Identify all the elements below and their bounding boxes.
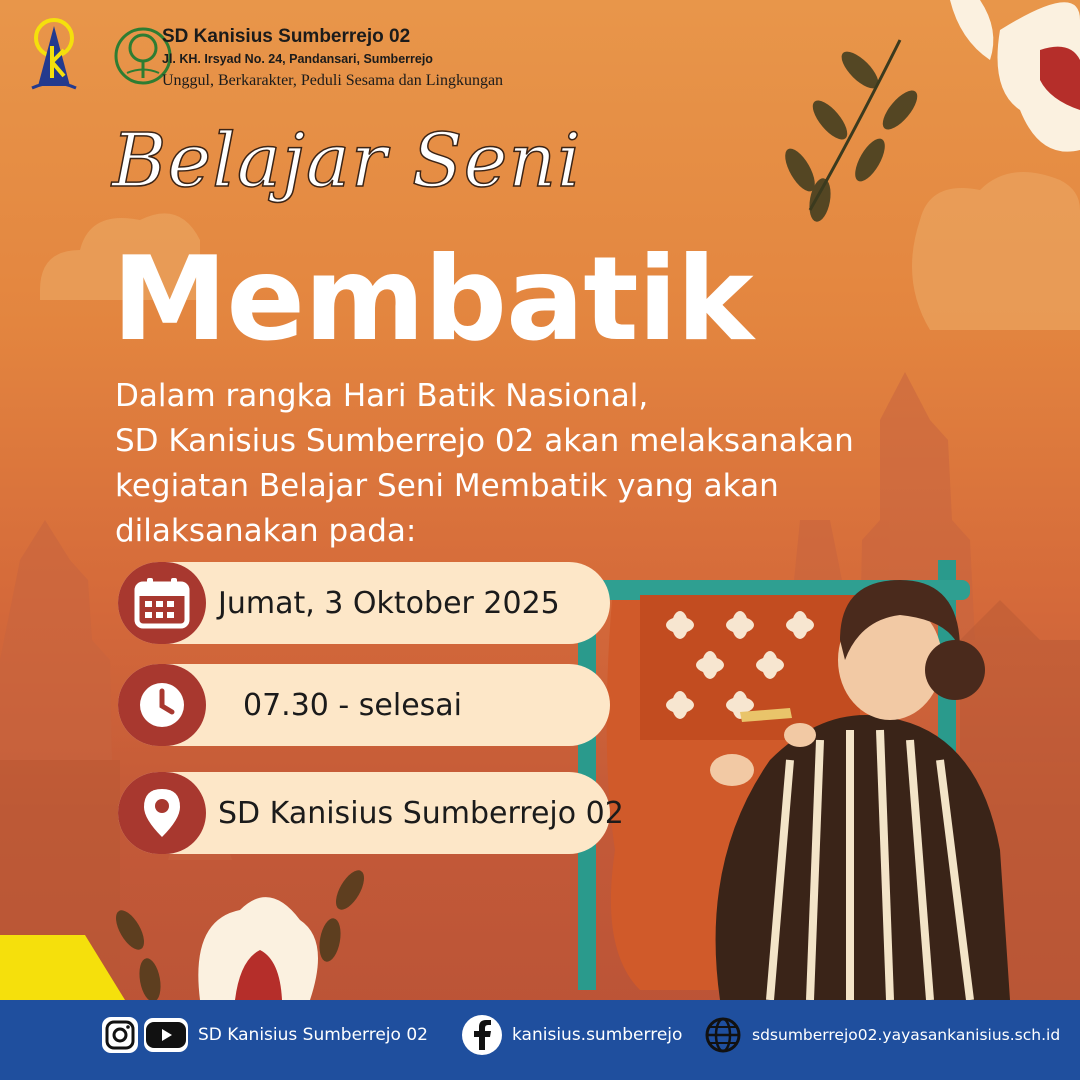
event-place: SD Kanisius Sumberrejo 02 [218, 795, 624, 831]
footer-facebook-name[interactable]: kanisius.sumberrejo [512, 1025, 683, 1045]
facebook-icon[interactable] [462, 1015, 502, 1055]
place-pill [118, 772, 624, 854]
footer-website-url[interactable]: sdsumberrejo02.yayasankanisius.sch.id [752, 1026, 1061, 1044]
intro-line: dilaksanakan pada: [115, 513, 417, 549]
event-date: Jumat, 3 Oktober 2025 [218, 585, 560, 621]
footer-website [704, 1016, 1060, 1054]
footer-social [102, 1016, 428, 1054]
event-time: 07.30 - selesai [243, 687, 463, 723]
school-address: Jl. KH. Irsyad No. 24, Pandansari, Sumberrejo [162, 52, 433, 66]
location-pin-icon [118, 772, 206, 854]
kanisius-logo [24, 16, 84, 96]
calendar-icon [118, 562, 206, 644]
intro-line: kegiatan Belajar Seni Membatik yang akan [115, 468, 779, 504]
youtube-icon[interactable] [144, 1018, 188, 1052]
school-motto: Unggul, Berkarakter, Peduli Sesama dan Lingkungan [162, 72, 504, 89]
footer-social-name[interactable]: SD Kanisius Sumberrejo 02 [198, 1025, 428, 1045]
intro-line: SD Kanisius Sumberrejo 02 akan melaksanakan [115, 423, 854, 459]
time-pill [118, 664, 610, 746]
instagram-icon[interactable] [102, 1017, 138, 1053]
title-script: Belajar Seni [112, 118, 582, 204]
footer-facebook [462, 1016, 682, 1054]
date-pill [118, 562, 610, 644]
intro-text [115, 374, 965, 554]
title-main: Membatik [112, 232, 753, 367]
clock-icon [118, 664, 206, 746]
intro-line: Dalam rangka Hari Batik Nasional, [115, 378, 649, 414]
globe-icon[interactable] [704, 1016, 742, 1054]
school-name: SD Kanisius Sumberrejo 02 [162, 26, 411, 47]
